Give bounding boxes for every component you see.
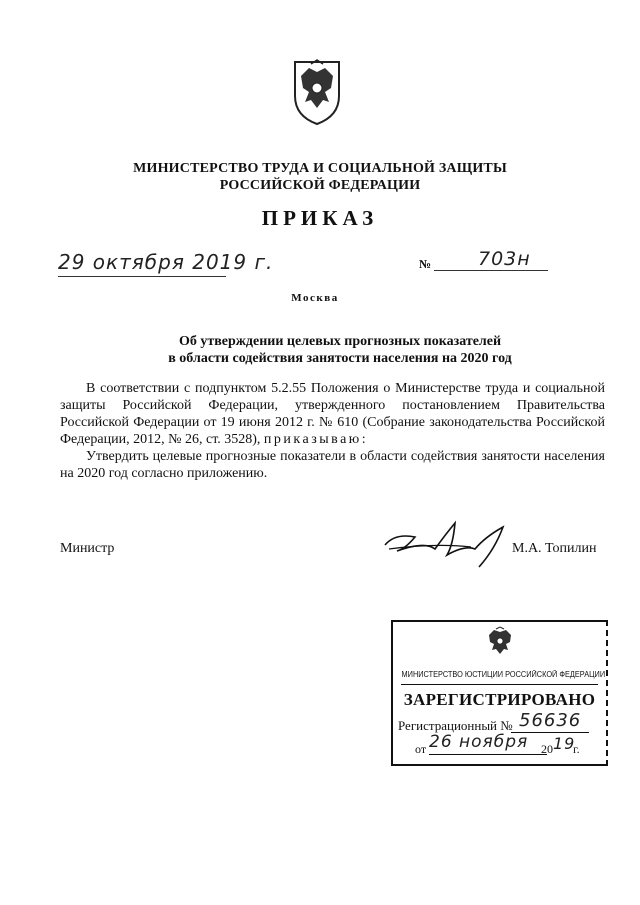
stamp-date: 26 ноября (429, 732, 529, 752)
number-underline (434, 270, 548, 271)
body-paragraph-2: Утвердить целевые прогнозные показатели в области содействия занятости населения на 2020 год согласно приложению. (60, 449, 605, 481)
russian-coat-of-arms-icon (287, 58, 347, 128)
signatory-position: Министр (60, 541, 115, 556)
stamp-ministry: МИНИСТЕРСТВО ЮСТИЦИИ РОССИЙСКОЙ ФЕДЕРАЦИИ (401, 670, 606, 679)
body-paragraph-1 (60, 380, 605, 448)
stamp-reg-number: 56636 (519, 710, 582, 731)
stamp-year-suffix: г. (573, 742, 580, 756)
order-body (60, 380, 605, 482)
signatory-name: М.А. Топилин (512, 541, 597, 556)
date-underline (58, 276, 226, 277)
number-sign: № (419, 257, 432, 271)
ministry-line-1: МИНИСТЕРСТВО ТРУДА И СОЦИАЛЬНОЙ ЗАЩИТЫ (133, 161, 507, 176)
ministry-header (0, 160, 640, 194)
ministry-line-2: РОССИЙСКОЙ ФЕДЕРАЦИИ (219, 178, 421, 193)
document-type: ПРИКАЗ (261, 206, 379, 230)
order-verb: приказываю: (263, 432, 369, 447)
russian-coat-of-arms-icon (483, 626, 517, 662)
signature-image (375, 515, 525, 575)
city: Москва (291, 292, 339, 304)
order-number: 703н (478, 248, 531, 270)
body-paragraph-1-text: В соответствии с подпунктом 5.2.55 Положения о Министерстве труда и социальной защиты Российской Федерации, утвержденного постановлением Правительства Российской Федерации от 19 июня 2012 г. № 610 (Собрание законодательства Российской Федерации, 2012, № 26, ст. 3528), (60, 381, 605, 447)
stamp-from-label: от (415, 742, 427, 756)
stamp-divider (401, 684, 598, 685)
stamp-year-prefix: 20 (541, 742, 553, 756)
order-date: 29 октября 2019 г. (58, 250, 274, 274)
stamp-registered: ЗАРЕГИСТРИРОВАНО (403, 690, 596, 709)
stamp-reg-label: Регистрационный № (398, 718, 513, 733)
stamp-date-underline (429, 754, 547, 755)
title-line-2: в области содействия занятости населения на 2020 год (168, 351, 512, 366)
registration-stamp (391, 620, 608, 766)
stamp-year: 19 (553, 734, 576, 753)
order-title (0, 333, 640, 367)
title-line-1: Об утверждении целевых прогнозных показателей (178, 334, 502, 349)
